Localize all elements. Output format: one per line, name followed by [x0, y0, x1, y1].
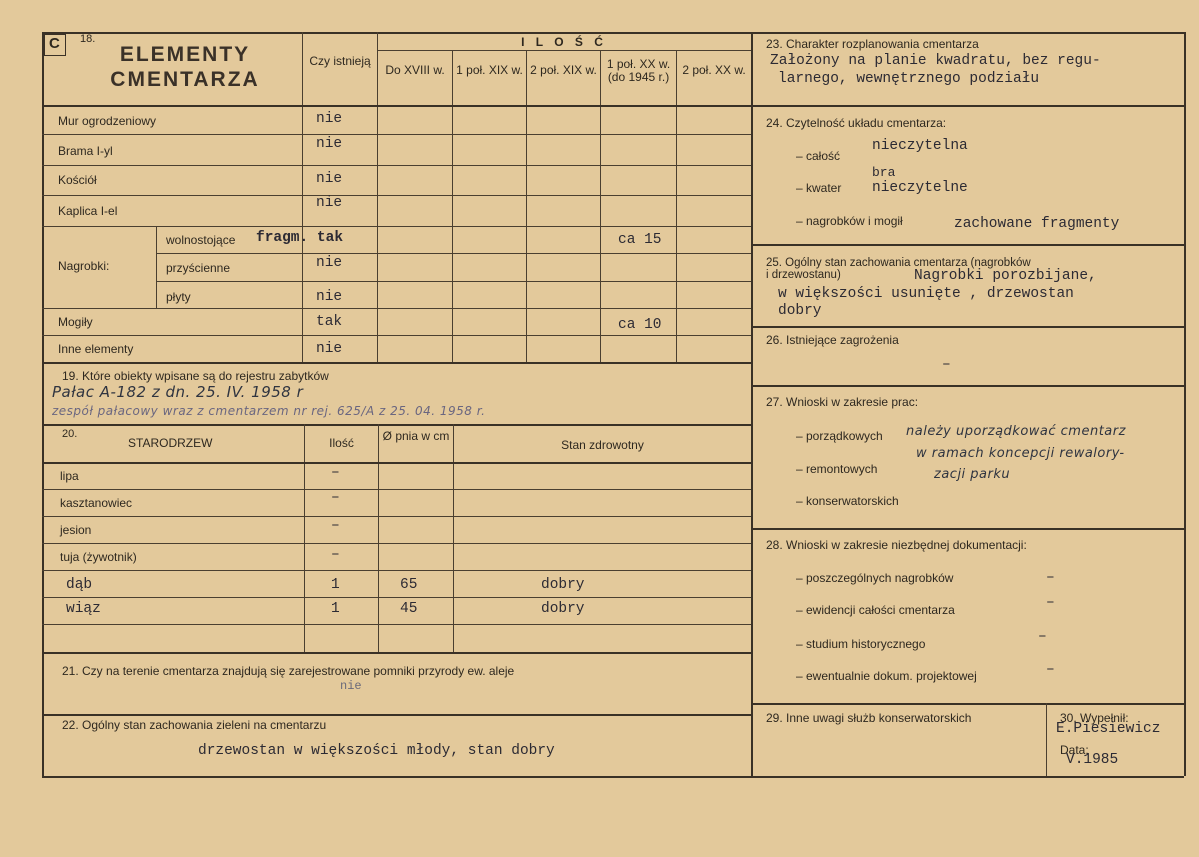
exists-plyty: nie: [316, 289, 343, 305]
exists-mogily: tak: [316, 314, 343, 330]
row-line: [156, 253, 751, 254]
period-col-3: 2 poł. XIX w.: [530, 63, 597, 77]
tree-health-dab: dobry: [541, 577, 585, 593]
s23-bottom-line: [751, 105, 1184, 107]
s25-line2: w większości usunięte , drzewostan: [778, 286, 1074, 302]
s19-line1: Pałac A-182 z dn. 25. IV. 1958 r: [52, 383, 304, 401]
exists-kosciol: nie: [316, 171, 343, 187]
s19-label: 19. Które obiekty wpisane są do rejestru zabytków: [62, 369, 329, 383]
title-line1: ELEMENTY: [119, 43, 251, 66]
s21-bottom-line: [42, 714, 751, 716]
s20-col-diam: Ø pnia w cm: [382, 429, 450, 443]
qty-header-line: [377, 50, 751, 51]
tree-name-tuja: tuja (żywotnik): [60, 550, 137, 564]
s24-item-calosc: – całość: [796, 149, 841, 163]
s20-number: 20.: [62, 428, 78, 440]
col-qty-header: I L O Ś Ć: [521, 35, 607, 49]
col-line-qty-left: [377, 32, 378, 362]
col-line-4: [600, 50, 601, 362]
row-label-inne: Inne elementy: [58, 342, 134, 356]
period-col-4: 1 poł. XX w. (do 1945 r.): [606, 57, 671, 84]
tree-diam-wiaz: 45: [400, 601, 418, 617]
s28-item-2: – ewidencji całości cmentarza: [796, 603, 955, 617]
s26-value: –: [942, 357, 951, 373]
exists-brama: nie: [316, 136, 343, 152]
row-line: [42, 195, 751, 196]
row-label-mur: Mur ogrodzeniowy: [58, 114, 157, 128]
s30-label: 30. Wypełnił:: [1060, 711, 1129, 725]
exists-inne: nie: [316, 341, 343, 357]
tree-bottom-line: [42, 652, 751, 654]
tree-row-line: [42, 516, 751, 517]
col-line-3: [526, 50, 527, 362]
s28-item-3: – studium historycznego: [796, 637, 926, 651]
frame-top: [42, 32, 1184, 34]
s28-value-3: –: [1038, 629, 1047, 645]
period-col-1: Do XVIII w.: [385, 63, 445, 77]
s25-line1: Nagrobki porozbijane,: [914, 268, 1097, 284]
tree-name-kasztanowiec: kasztanowiec: [60, 496, 133, 510]
section-letter: C: [49, 35, 60, 52]
row-line: [42, 226, 751, 227]
row-label-nagrobki: Nagrobki:: [58, 259, 110, 273]
row-line: [42, 308, 751, 309]
s24-bottom-line: [751, 244, 1184, 246]
row-label-plyty: płyty: [166, 290, 191, 304]
s19-line2: zespół pałacowy wraz z cmentarzem nr rej. 625/A z 25. 04. 1958 r.: [52, 404, 486, 418]
s28-value-2: –: [1046, 595, 1055, 611]
s30-name: E.Piesiewicz: [1056, 721, 1161, 737]
qty-wolnostojace: ca 15: [618, 232, 662, 248]
title-line2: CMENTARZA: [110, 68, 260, 91]
col-line-5: [676, 50, 677, 362]
s26-bottom-line: [751, 385, 1184, 387]
s20-col-count: Ilość: [329, 436, 354, 450]
row-label-wolnostojace: wolnostojące: [166, 233, 236, 247]
s25-bottom-line: [751, 326, 1184, 328]
row-line: [42, 335, 751, 336]
s21-value: nie: [340, 679, 362, 693]
row-label-kosciol: Kościół: [58, 173, 97, 187]
tree-count-jesion: –: [331, 518, 340, 534]
s23-label: 23. Charakter rozplanowania cmentarza: [766, 37, 979, 51]
s23-line2: larnego, wewnętrznego podziału: [778, 71, 1040, 87]
s23-line1: Założony na planie kwadratu, bez regu-: [770, 53, 1101, 69]
s27-label: 27. Wnioski w zakresie prac:: [766, 395, 919, 409]
header-bottom-line: [42, 105, 751, 107]
tree-name-jesion: jesion: [60, 523, 92, 537]
tree-count-wiaz: 1: [331, 601, 340, 617]
s26-label: 26. Istniejące zagrożenia: [766, 333, 899, 347]
tree-col-line: [304, 424, 305, 652]
s27-handwriting-2: w ramach koncepcji rewalory-: [916, 446, 1125, 461]
tree-count-tuja: –: [331, 547, 340, 563]
exists-wolnostojace: fragm. tak: [256, 230, 344, 246]
tree-row-line: [42, 624, 751, 625]
tree-row-line: [42, 543, 751, 544]
s19-bottom-line: [42, 424, 751, 426]
s24-item-nagrobkow: – nagrobków i mogił: [796, 214, 903, 228]
s30-date-label: Data:: [1060, 743, 1089, 757]
s27-bottom-line: [751, 528, 1184, 530]
row-label-mogily: Mogiły: [58, 315, 93, 329]
tree-row-line: [42, 489, 751, 490]
s25-label2: i drzewostanu): [766, 269, 841, 281]
exists-kaplica: nie: [316, 195, 343, 211]
s28-value-1: –: [1046, 570, 1055, 586]
frame-left: [42, 32, 44, 776]
s30-date: V.1985: [1066, 752, 1119, 768]
s28-value-4: –: [1046, 662, 1055, 678]
tree-count-lipa: –: [331, 465, 340, 481]
s24-value-calosc: nieczytelna: [872, 138, 968, 154]
row-label-brama: Brama I-yl: [58, 144, 113, 158]
tree-name-wiaz: wiąz: [66, 601, 101, 617]
s29-label: 29. Inne uwagi służb konserwatorskich: [766, 711, 972, 725]
row-label-przyscienne: przyścienne: [166, 261, 231, 275]
tree-row-line: [42, 597, 751, 598]
s20-col-health: Stan zdrowotny: [561, 438, 644, 452]
s27-item-remontowych: – remontowych: [796, 462, 878, 476]
s25-line3: dobry: [778, 303, 822, 319]
s24-value-kwater: nieczytelne: [872, 180, 968, 196]
s27-item-konserwatorskich: – konserwatorskich: [796, 494, 899, 508]
tree-name-dab: dąb: [66, 577, 93, 593]
exists-mur: nie: [316, 111, 343, 127]
col-line-2: [452, 50, 453, 362]
center-divider: [751, 32, 753, 776]
exists-przyscienne: nie: [316, 255, 343, 271]
nagrobki-divider: [156, 226, 157, 308]
tree-count-dab: 1: [331, 577, 340, 593]
period-col-2: 1 poł. XIX w.: [456, 63, 523, 77]
qty-mogily: ca 10: [618, 317, 662, 333]
s24-above-kwater: bra: [872, 165, 896, 180]
s20-title: STARODRZEW: [128, 436, 213, 450]
s29-s30-divider: [1046, 703, 1047, 776]
s28-label: 28. Wnioski w zakresie niezbędnej dokumentacji:: [766, 538, 1027, 552]
tree-name-lipa: lipa: [60, 469, 79, 483]
tree-col-line: [453, 424, 454, 652]
s24-item-kwater: – kwater: [796, 181, 842, 195]
s22-value: drzewostan w większości młody, stan dobry: [198, 743, 555, 759]
s27-item-porzadkowych: – porządkowych: [796, 429, 883, 443]
tree-health-wiaz: dobry: [541, 601, 585, 617]
row-line: [42, 134, 751, 135]
s21-label: 21. Czy na terenie cmentarza znajdują się zarejestrowane pomniki przyrody ew. aleje: [62, 664, 515, 678]
tree-diam-dab: 65: [400, 577, 418, 593]
s27-handwriting-3: zacji parku: [934, 467, 1011, 482]
row-line: [156, 281, 751, 282]
s27-handwriting-1: należy uporządkować cmentarz: [906, 424, 1126, 439]
s28-item-1: – poszczególnych nagrobków: [796, 571, 954, 585]
s25-label1: 25. Ogólny stan zachowania cmentarza (nagrobków: [766, 257, 1031, 269]
s24-label: 24. Czytelność układu cmentarza:: [766, 116, 947, 130]
s28-item-4: – ewentualnie dokum. projektowej: [796, 669, 977, 683]
col-line-exists-left: [302, 32, 303, 362]
section-18-number: 18.: [80, 33, 96, 45]
frame-bottom: [42, 776, 1184, 778]
row-line: [42, 362, 751, 364]
tree-row-line: [42, 570, 751, 571]
tree-header-line: [42, 462, 751, 464]
s24-value-nagrobkow: zachowane fragmenty: [954, 216, 1120, 232]
row-line: [42, 165, 751, 166]
tree-col-line: [378, 424, 379, 652]
frame-right: [1184, 32, 1186, 776]
s22-label: 22. Ogólny stan zachowania zieleni na cmentarzu: [62, 718, 327, 732]
col-exists-header: Czy istnieją: [309, 54, 371, 68]
row-label-kaplica: Kaplica I-el: [58, 204, 118, 218]
period-col-5: 2 poł. XX w.: [682, 63, 746, 77]
tree-count-kasztanowiec: –: [331, 490, 340, 506]
s28-bottom-line: [751, 703, 1184, 705]
